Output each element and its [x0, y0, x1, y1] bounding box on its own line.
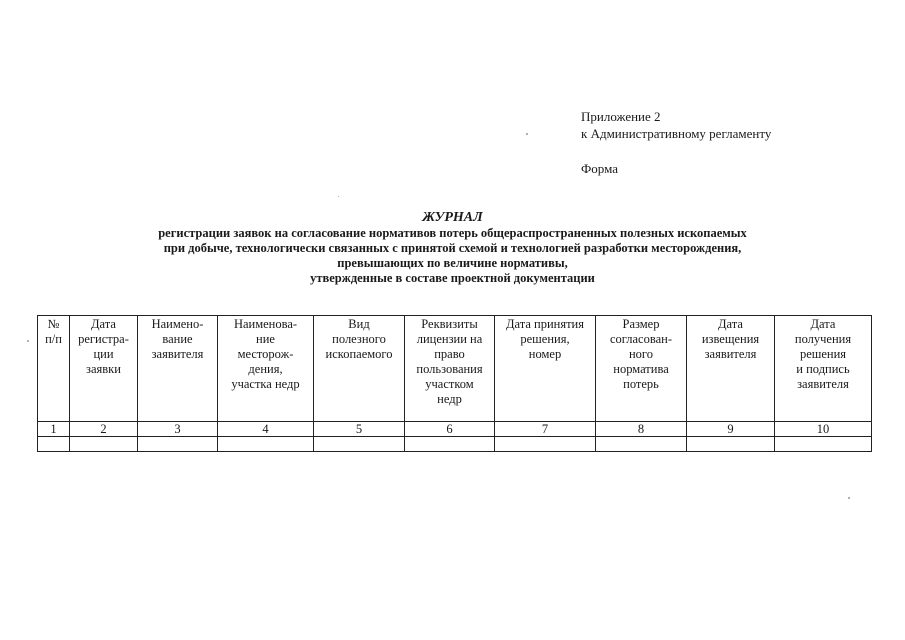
registration-journal-table	[37, 315, 872, 452]
column-number-row	[38, 422, 872, 437]
column-number: 10	[775, 422, 872, 437]
subtitle-line-3: превышающих по величине нормативы,	[337, 256, 568, 270]
appendix-header	[581, 108, 771, 142]
empty-entry-row	[38, 437, 872, 452]
form-label: Форма	[581, 161, 618, 176]
column-header: № п/п	[38, 316, 70, 422]
column-header: Дата регистра- ции заявки	[70, 316, 138, 422]
column-number: 7	[495, 422, 596, 437]
empty-cell	[405, 437, 495, 452]
table-header-row	[38, 316, 872, 422]
column-header: Дата получения решения и подпись заявителя	[775, 316, 872, 422]
scan-speck	[848, 497, 850, 499]
empty-cell	[314, 437, 405, 452]
column-number: 4	[218, 422, 314, 437]
empty-cell	[775, 437, 872, 452]
appendix-line-1: Приложение 2	[581, 109, 661, 124]
subtitle-line-4: утвержденные в составе проектной документации	[310, 271, 595, 285]
column-number: 2	[70, 422, 138, 437]
empty-cell	[495, 437, 596, 452]
empty-cell	[596, 437, 687, 452]
column-header: Наименова- ние месторож- дения, участка недр	[218, 316, 314, 422]
scan-speck	[526, 133, 528, 135]
column-header: Вид полезного ископаемого	[314, 316, 405, 422]
empty-cell	[218, 437, 314, 452]
column-header: Наимено- вание заявителя	[138, 316, 218, 422]
subtitle-line-1: регистрации заявок на согласование нормативов потерь общераспространенных полезных ископаемых	[158, 226, 747, 240]
scan-speck	[27, 340, 29, 342]
column-number: 6	[405, 422, 495, 437]
column-number: 5	[314, 422, 405, 437]
empty-cell	[38, 437, 70, 452]
subtitle-line-2: при добыче, технологически связанных с принятой схемой и технологией разработки месторождения,	[163, 241, 742, 255]
scan-speck	[338, 196, 339, 197]
empty-cell	[138, 437, 218, 452]
column-header: Дата принятия решения, номер	[495, 316, 596, 422]
column-number: 8	[596, 422, 687, 437]
appendix-line-2: к Административному регламенту	[581, 126, 772, 141]
column-number: 9	[687, 422, 775, 437]
column-header: Размер согласован- ного норматива потерь	[596, 316, 687, 422]
empty-cell	[687, 437, 775, 452]
column-number: 1	[38, 422, 70, 437]
journal-subtitle	[0, 226, 905, 286]
column-header: Дата извещения заявителя	[687, 316, 775, 422]
journal-title: ЖУРНАЛ	[422, 210, 483, 225]
empty-cell	[70, 437, 138, 452]
column-number: 3	[138, 422, 218, 437]
title-block	[0, 209, 905, 286]
column-header: Реквизиты лицензии на право пользования участком недр	[405, 316, 495, 422]
